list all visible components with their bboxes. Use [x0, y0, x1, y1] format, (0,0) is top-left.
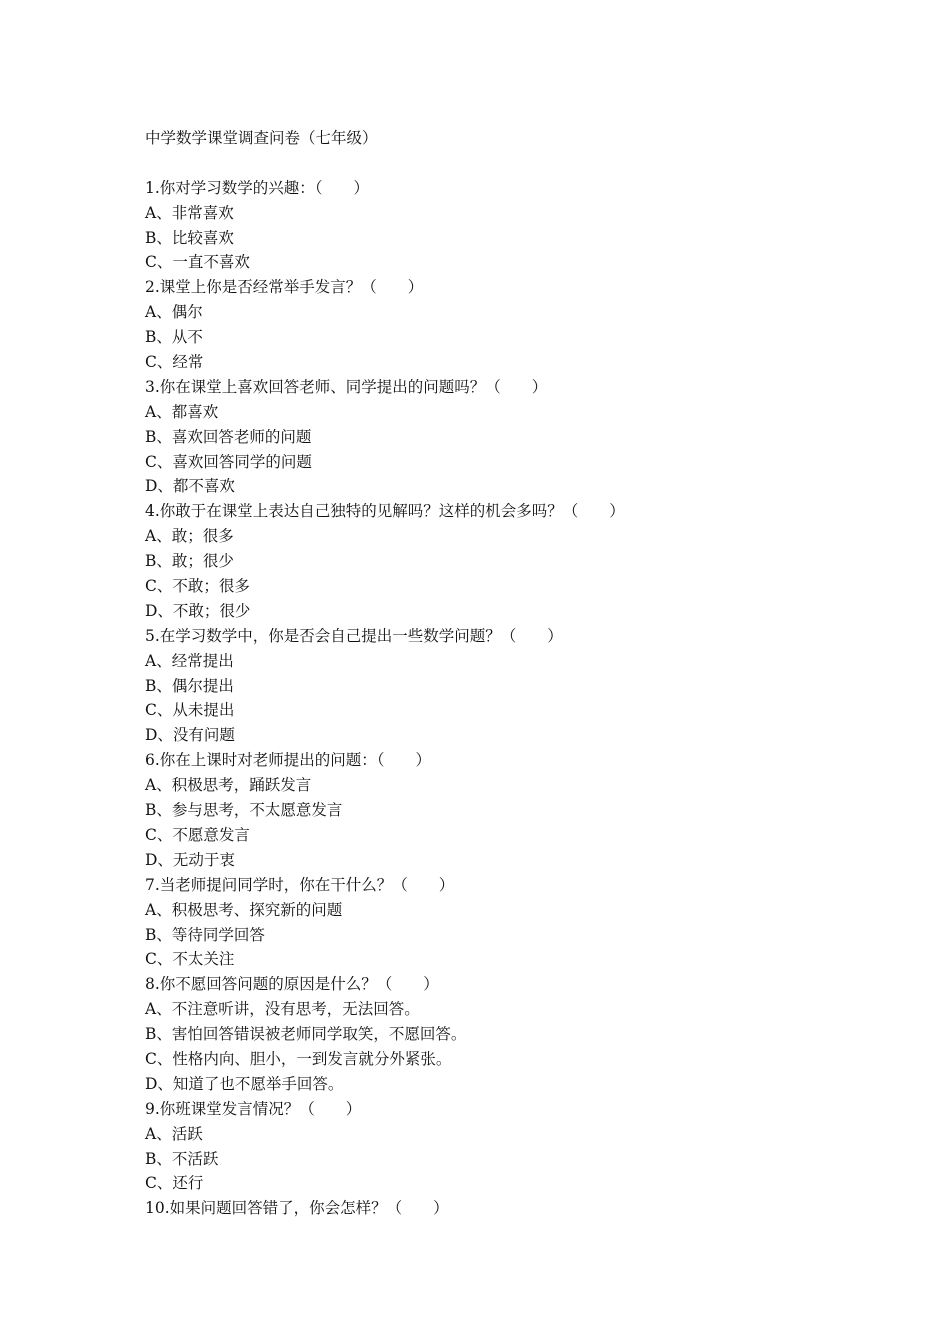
question-7	[145, 873, 865, 973]
option-a: A、活跃	[145, 1124, 203, 1143]
option-b: B、参与思考，不太愿意发言	[145, 801, 343, 820]
option-c: C、不敢；很多	[145, 577, 250, 596]
option-a: A、积极思考，踊跃发言	[145, 776, 312, 795]
option-c: C、不愿意发言	[145, 825, 250, 844]
option-a: A、非常喜欢	[145, 203, 234, 222]
question-text: 3.你在课堂上喜欢回答老师、同学提出的问题吗？（ ）	[145, 377, 548, 396]
option-b: B、偶尔提出	[145, 676, 234, 695]
question-text: 4.你敢于在课堂上表达自己独特的见解吗？这样的机会多吗？（ ）	[145, 502, 625, 521]
option-d: D、不敢；很少	[145, 601, 251, 620]
option-d: D、都不喜欢	[145, 477, 235, 496]
option-b: B、敢；很少	[145, 552, 234, 571]
question-text: 2.课堂上你是否经常举手发言？（ ）	[145, 278, 424, 297]
question-text: 5.在学习数学中，你是否会自己提出一些数学问题？（ ）	[145, 626, 563, 645]
question-text: 9.你班课堂发言情况？（ ）	[145, 1099, 362, 1118]
question-text: 10.如果问题回答错了，你会怎样？（ ）	[145, 1199, 449, 1218]
option-d: D、没有问题	[145, 726, 235, 745]
option-b: B、不活跃	[145, 1149, 219, 1168]
question-5	[145, 624, 865, 748]
document-body	[145, 126, 865, 1221]
option-a: A、偶尔	[145, 303, 203, 322]
question-3	[145, 375, 865, 499]
option-a: A、敢；很多	[145, 527, 234, 546]
option-c: C、不太关注	[145, 950, 235, 969]
option-d: D、知道了也不愿举手回答。	[145, 1074, 344, 1093]
option-b: B、害怕回答错误被老师同学取笑，不愿回答。	[145, 1025, 467, 1044]
question-4	[145, 499, 865, 623]
question-text: 6.你在上课时对老师提出的问题：（ ）	[145, 751, 432, 770]
question-10	[145, 1196, 865, 1221]
question-text: 8.你不愿回答问题的原因是什么？（ ）	[145, 975, 439, 994]
option-a: A、都喜欢	[145, 402, 219, 421]
option-c: C、一直不喜欢	[145, 253, 250, 272]
blank-line	[145, 151, 865, 176]
question-6	[145, 748, 865, 872]
option-b: B、从不	[145, 328, 203, 347]
option-b: B、比较喜欢	[145, 228, 234, 247]
option-c: C、经常	[145, 353, 204, 372]
question-text: 7.当老师提问同学时，你在干什么？（ ）	[145, 875, 455, 894]
question-text: 1.你对学习数学的兴趣：（ ）	[145, 178, 370, 197]
question-8	[145, 972, 865, 1096]
question-1	[145, 176, 865, 276]
document-title: 中学数学课堂调查问卷（七年级）	[145, 129, 378, 147]
option-c: C、性格内向、胆小，一到发言就分外紧张。	[145, 1049, 452, 1068]
option-c: C、从未提出	[145, 701, 235, 720]
option-a: A、积极思考、探究新的问题	[145, 900, 343, 919]
option-c: C、喜欢回答同学的问题	[145, 452, 312, 471]
question-9	[145, 1097, 865, 1197]
question-2	[145, 275, 865, 375]
option-b: B、等待同学回答	[145, 925, 265, 944]
option-a: A、不注意听讲，没有思考，无法回答。	[145, 1000, 420, 1019]
option-b: B、喜欢回答老师的问题	[145, 427, 312, 446]
option-c: C、还行	[145, 1174, 204, 1193]
option-a: A、经常提出	[145, 651, 234, 670]
option-d: D、无动于衷	[145, 850, 235, 869]
